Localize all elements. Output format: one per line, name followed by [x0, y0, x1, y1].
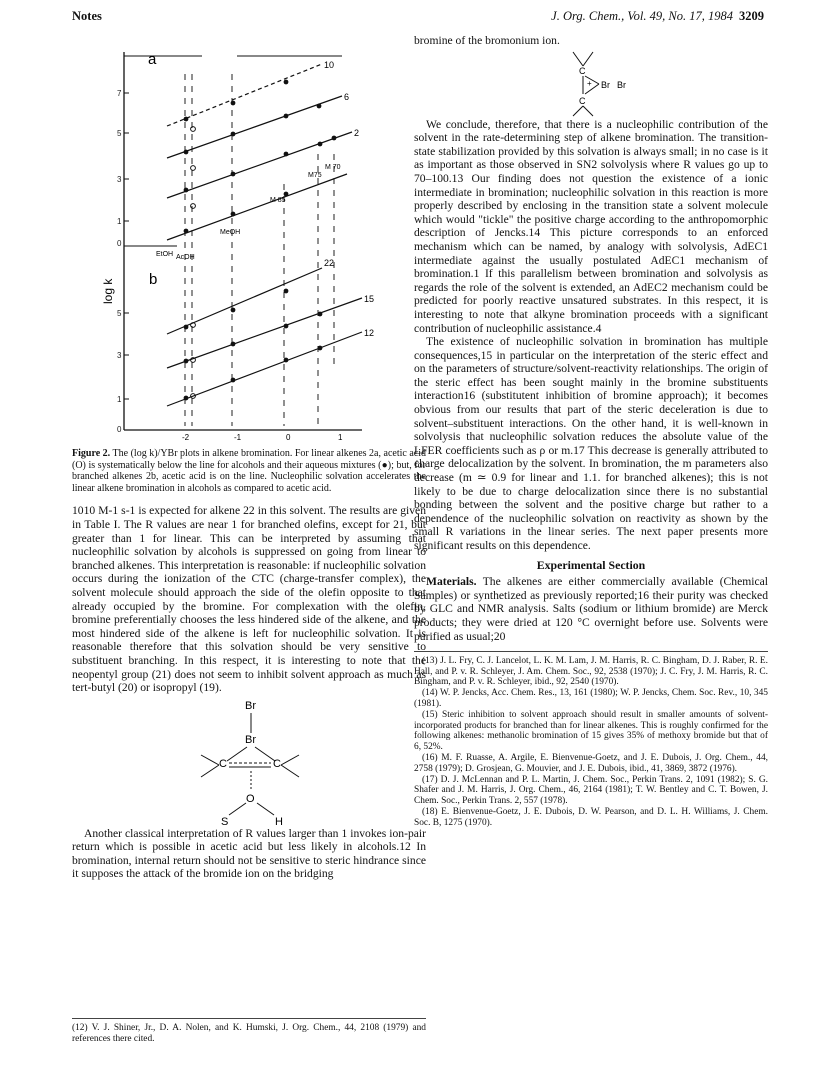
solvation-structure-diagram [149, 695, 349, 827]
ytick-a-3: 3 [117, 175, 122, 184]
svg-text:Br: Br [245, 733, 256, 746]
curve-label-2: 2 [354, 128, 360, 138]
paragraph-continued: bromine of the bromonium ion. [414, 34, 560, 47]
svg-text:Br: Br [601, 79, 610, 90]
svg-text:S: S [221, 815, 229, 827]
curve-0 [167, 174, 347, 240]
footnote-15: (15) Steric inhibition to solvent approach should result in smaller amounts of solvent-incorporated products for branched than for linear alkenes. This is roughly confirmed for the following alkenes: methanolic bromination of 15 gives 35% of methoxy bromide but that of 6, 52%. [414, 710, 768, 752]
svg-text:O: O [246, 792, 255, 805]
ytick-b-1: 1 [117, 395, 122, 404]
svg-text:Br: Br [245, 699, 256, 712]
svg-text:H: H [275, 815, 283, 827]
solvent-etoh: EtOH [156, 251, 174, 258]
solvent-meoh: MeOH [220, 229, 241, 236]
svg-text:C: C [219, 757, 227, 770]
paragraph-conclusion: We conclude, therefore, that there is a nucleophilic contribution of the solvent in the rate-determining step of alkene bromination. The transition-state stabilization provided by this solvation is always small; in no case is it as important as those observed in SN2 solvolysis where R values go up to 70–100.13 Our finding does not question the existence of a ionic intermediate in bromination; nucleophilic solvation in this reaction is more properly described by enclosing in the transition state a solvent molecule which would "tickle" the positive charge according to the anthropomorphic description of Jencks.14 This picture corresponds to an enforced mechanism which can be named, by analogy with solvolysis, AdEC1 intermediate against the usually postulated AdEC1 mechanism of bromination.1 If this parallelism between bromination and solvolysis as regards the role of the solvent is extended, an AdEC2 mechanism could be predicted for poorly reactive unsatured substrates. In this respect, it is interesting to note that alkyne bromination proceeds with a significant contribution of nucleophilic assistance.4 [414, 117, 768, 335]
curve-label-12: 12 [364, 328, 375, 338]
svg-text:Br: Br [617, 79, 626, 90]
xtick-0: 0 [286, 433, 291, 442]
bromonium-structure-diagram [531, 48, 651, 118]
experimental-section-title: Experimental Section [536, 557, 646, 572]
journal-citation: J. Org. Chem., Vol. 49, No. 17, 1984 [551, 9, 733, 23]
ytick-a-1: 1 [117, 217, 122, 226]
left-column [72, 34, 426, 881]
svg-text:C: C [579, 95, 586, 106]
solvent-m85: M 85 [270, 197, 286, 204]
ytick-b-3: 3 [117, 351, 122, 360]
solvent-m70: M 70 [325, 164, 341, 171]
solvent-m75: M75 [308, 172, 322, 179]
xtick-m2: -2 [182, 433, 190, 442]
panel-b-label: b [149, 271, 158, 288]
paragraph-materials: Materials. The alkenes are either commercially available (Chemical Samples) or synthetized as previously reported;16 their purity was checked by GLC and NMR analysis. Salts (sodium or lithium bromide) are Merck products; they were dried at 120 °C overnight before use. Solvents were purified as usual;20 [414, 575, 768, 643]
svg-text:+: + [587, 78, 592, 88]
section-header: Notes [72, 9, 102, 23]
curve-label-22: 22 [324, 258, 335, 268]
curve-10 [167, 64, 322, 126]
svg-text:C: C [273, 757, 281, 770]
footnote-13: (13) J. L. Fry, C. J. Lancelot, L. K. M. Lam, J. M. Harris, R. C. Bingham, D. J. Raber, R. E. Hall, and P. v. R. Schleyer, J. Am. Chem. Soc., 92, 2538 (1970); J. C. Fry, J. M. Harris, R. C. Bingham, and P. v. R. Schleyer, ibid., 92, 2540 (1970). [414, 656, 768, 688]
footnote-12: (12) V. J. Shiner, Jr., D. A. Nolen, and K. Humski, J. Org. Chem., 44, 2108 (1979) and references there cited. [72, 1018, 426, 1044]
ytick-a-5: 5 [117, 129, 122, 138]
curve-12 [167, 332, 362, 406]
xtick-1: 1 [338, 433, 343, 442]
curve-label-10: 10 [324, 60, 335, 70]
xtick-m1: -1 [234, 433, 242, 442]
footnotes-right [414, 651, 768, 828]
ytick-a-0: 0 [117, 239, 122, 248]
paragraph-1: 1010 M-1 s-1 is expected for alkene 22 in this solvent. The results are given in Table I. The R values are near 1 for branched olefins, except for 21, but greater than 1 for linear. This can be interpreted by assuming that nucleophilic solvation by alcohols is suppressed on going from linear to branched alkenes. This interpretation is reasonable: if nucleophilic solvation occurs during the ionization of the CTC (charge-transfer complex), the solvent molecule should approach the side of the olefin opposite to that already occupied by the bromine. For complexation with the olefin, bromine preferentially chooses the less hindered side of the alkene, and the most hindered side of the alkene is left for nucleophilic solvation. It is reasonable therefore that this solvation should be very sensitive to substituent branching. In this respect, it is interesting to note that the neopentyl group (21) does not seem to inhibit solvent approach as much as tert-butyl (20) or isopropyl (19). [72, 504, 426, 695]
footnote-16: (16) M. F. Ruasse, A. Argile, E. Bienvenue-Goetz, and J. E. Dubois, J. Org. Chem., 44, 2758 (1979); D. Grosjean, G. Mouvier, and J. E. Dubois, ibid., 41, 3869, 3872 (1976). [414, 753, 768, 774]
ytick-a-7: 7 [117, 89, 122, 98]
svg-text:C: C [579, 65, 586, 76]
footnote-17: (17) D. J. McLennan and P. L. Martin, J. Chem. Soc., Perkin Trans. 2, 1091 (1982); S. G. Shafer and J. M. Harris, J. Org. Chem., 46, 2164 (1981); T. W. Bentley and C. T. Bowen, J. Chem. Soc., Perkin Trans. 2, 557 (1978). [414, 774, 768, 806]
solvent-acoh: AcOH [176, 254, 195, 261]
curve-label-6: 6 [344, 92, 350, 102]
right-column [414, 34, 768, 829]
ytick-b-5: 5 [117, 309, 122, 318]
page-number: 3209 [739, 9, 764, 23]
journal-header [551, 9, 764, 24]
paragraph-consequences: The existence of nucleophilic solvation in bromination has multiple consequences,15 in particular on the interpretation of the steric effect and on the parameters of structure/solvent-reactivity relationships. The origin of the steric effect has been sought mainly in the bromine substituents interaction16 (substitutent inhibition of bromine approach); it becomes obvious from our results that part of the steric deceleration is due to solvent–substituent interactions. On the other hand, it is well-known in solvolysis that nucleophilic solvation reduces the absolute value of the LFER coefficients such as ρ or m.17 This decrease is generally attributed to charge delocalization by the solvent. In bromination, the m parameters also decrease (m ≃ 0.9 for linear and 1.1. for branched alkenes); this is not likely to be due to charge delocalization since there is no substantial bonding between the solvent and the positive charge but rather to a dependence of the nucleophilic solvation on reactivity as shown by the small R variations in the linear series. The next paper presents more significant results on this dependence. [414, 335, 768, 552]
panel-a-label: a [148, 51, 157, 68]
curve-label-15: 15 [364, 294, 375, 304]
figure-2-caption: Figure 2. The (log k)/YBr plots in alkene bromination. For linear alkenes 2a, acetic acid (O) is systematically below the line for alcohols and their aqueous mixtures (●); but, for branched alkenes 2b, acetic acid is on the line. Nucleophilic solvation accelerates the linear alkene bromination in alcohols as compared to acetic acid. [72, 448, 426, 494]
y-axis-label: log k [101, 278, 115, 304]
figure-2-plot [72, 34, 426, 444]
curve-15 [167, 298, 362, 368]
ytick-b-0: 0 [117, 425, 122, 434]
footnote-18: (18) E. Bienvenue-Goetz, J. E. Dubois, D. W. Pearson, and D. L. H. Williams, J. Chem. Soc. B, 1275 (1970). [414, 806, 768, 828]
footnote-14: (14) W. P. Jencks, Acc. Chem. Res., 13, 161 (1980); W. P. Jencks, Chem. Soc. Rev., 10, 345 (1981). [414, 688, 768, 710]
paragraph-2: Another classical interpretation of R values larger than 1 invokes ion-pair return which is possible in acetic acid but less likely in alcohols.12 In bromination, internal return should not be sensitive to steric hindrance since it supposes the attack of the bromide ion on the bridging [72, 826, 426, 881]
